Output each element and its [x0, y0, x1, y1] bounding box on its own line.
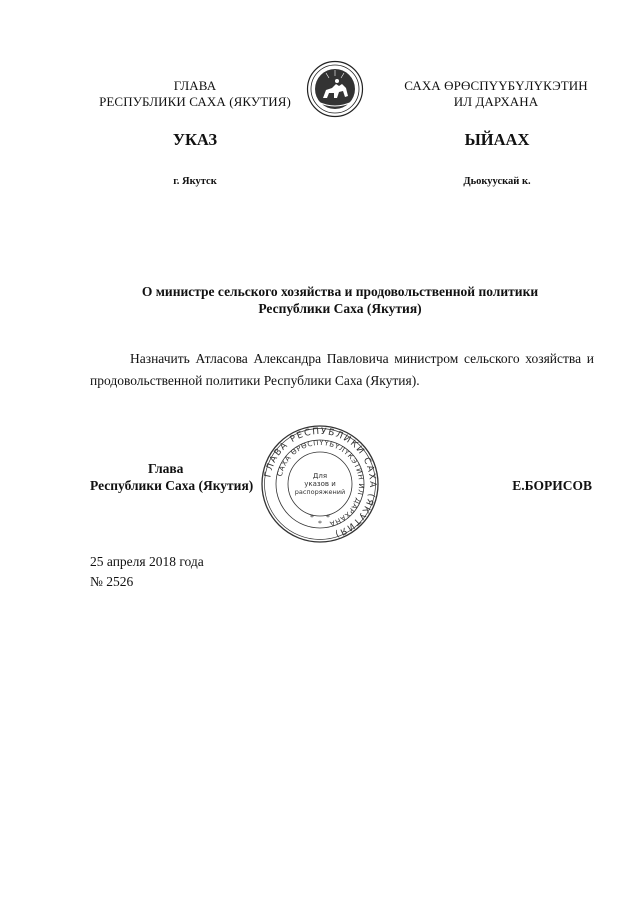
seal-inner-text: САХА ӨРӨСПҮҮБҮЛҮКЭТИН ИЛ ДАРХАНА	[275, 438, 366, 528]
subject-line2: Республики Саха (Якутия)	[258, 301, 422, 316]
decree-body: Назначить Атласова Александра Павловича министром сельского хозяйства и продовольственной политики Республики Саха (Якутия).	[90, 351, 594, 388]
header-right-line2: ИЛ ДАРХАНА	[453, 94, 539, 109]
header-left	[80, 78, 310, 110]
signatory-title	[90, 460, 280, 494]
header-right	[378, 78, 614, 110]
decree-title-sah: ЫЙААХ	[464, 130, 530, 149]
header-left-line2: РЕСПУБЛИКИ САХА (ЯКУТИЯ)	[99, 94, 291, 109]
decree-date: 25 апреля 2018 года	[90, 554, 204, 569]
city-ru: г. Якутск	[173, 176, 217, 187]
decree-subject	[90, 283, 590, 317]
svg-text:*: *	[310, 513, 314, 522]
signatory-title-line2: Республики Саха (Якутия)	[90, 478, 254, 493]
decree-number: № 2526	[90, 574, 134, 589]
seal-center-line3: распоряжений	[294, 488, 346, 496]
svg-text:*: *	[318, 519, 322, 528]
subject-line1: О министре сельского хозяйства и продовольственной политики	[141, 284, 539, 299]
svg-text:*: *	[326, 513, 330, 522]
header-left-line1: ГЛАВА	[173, 78, 217, 93]
seal-center-line1: Для	[312, 472, 328, 480]
header-right-line1: САХА ӨРӨСПҮҮБҮЛҮКЭТИН	[404, 78, 588, 93]
city-sah: Дьокуускай к.	[463, 176, 531, 187]
signatory-title-line1: Глава	[148, 461, 184, 476]
seal-outer-text: ГЛАВА РЕСПУБЛИКИ САХА (ЯКУТИЯ)	[263, 426, 378, 539]
signatory-name: Е.БОРИСОВ	[512, 478, 592, 493]
coat-of-arms-icon	[306, 60, 364, 118]
seal-center-line2: указов и	[304, 480, 336, 488]
decree-title-ru: УКАЗ	[172, 130, 218, 149]
